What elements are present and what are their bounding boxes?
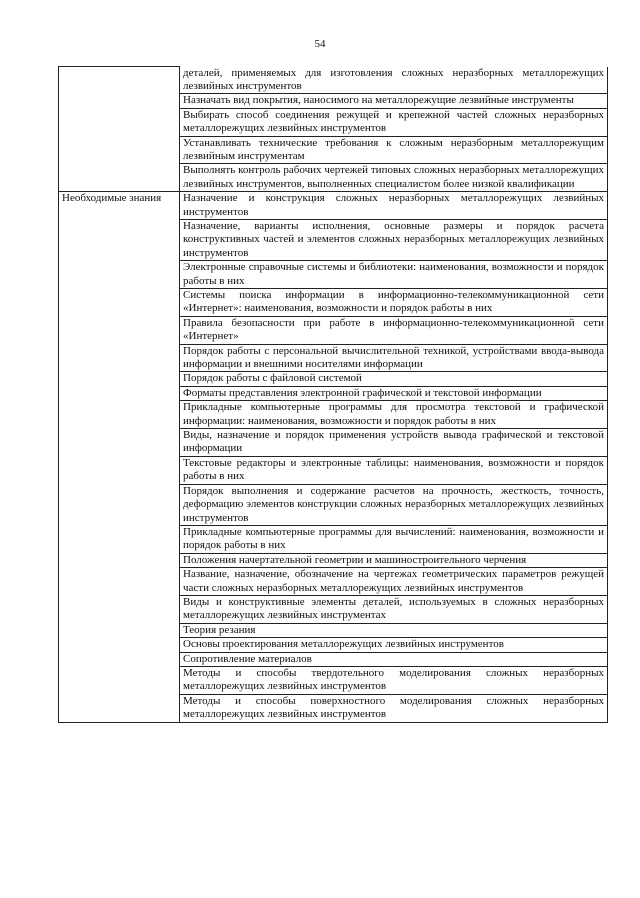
knowledge-item-text: Сопротивление материалов [183,652,312,665]
knowledge-item [180,344,608,372]
knowledge-item-text: Положения начертательной геометрии и машиностроительного черчения [183,553,527,566]
knowledge-item-text: Прикладные компьютерные программы для просмотра текстовой и графической информации: наименования, возможности и порядок работы в них [183,401,604,427]
knowledge-item-text: Методы и способы поверхностного моделирования сложных неразборных металлорежущих лезвийных инструментов [183,694,604,721]
knowledge-item-text: Правила безопасности при работе в информационно-телекоммуникационной сети «Интернет» [183,316,604,343]
knowledge-item [180,568,608,596]
knowledge-item-text: Виды, назначение и порядок применения устройств вывода графической и текстовой информации [183,429,604,455]
skill-item-text: Устанавливать технические требования к сложным неразборным металлорежущим лезвийным инструментам [183,136,604,162]
skill-item [180,164,608,192]
table-row [59,67,608,94]
knowledge-item-text: Методы и способы твердотельного моделирования сложных неразборных металлорежущих лезвийных инструментов [183,666,604,693]
knowledge-item-text: Назначение, варианты исполнения, основные размеры и порядок расчета конструктивных частей и элементов сложных неразборных металлорежущих лезвийных инструментов [183,219,604,259]
skill-item [180,94,608,108]
knowledge-item-text: Электронные справочные системы и библиотеки: наименования, возможности и порядок работы в них [183,261,604,287]
knowledge-item-text: Текстовые редакторы и электронные таблицы: наименования, возможности и порядок работы в них [183,456,604,483]
knowledge-item [180,638,608,652]
knowledge-item-text: Название, назначение, обозначение на чертежах геометрических параметров режущей части сложных неразборных металлорежущих лезвийных инструментов [183,568,604,594]
requirements-table [58,66,608,723]
knowledge-item [180,623,608,637]
knowledge-item [180,401,608,429]
knowledge-item [180,192,608,220]
skill-item [180,67,608,94]
knowledge-item-text: Порядок выполнения и содержание расчетов на прочность, жесткость, точность, деформацию элементов конструкции сложных неразборных металлорежущих лезвийных инструментов [183,484,604,524]
knowledge-item-text: Назначение и конструкция сложных неразборных металлорежущих лезвийных инструментов [183,192,604,218]
knowledge-item-text: Порядок работы с персональной вычислительной техникой, устройствами ввода-вывода информации и внешними носителями информации [183,344,604,371]
knowledge-label-cell [59,192,180,722]
knowledge-item-text: Форматы представления электронной графической и текстовой информации [183,386,542,399]
page-number: 54 [314,38,326,50]
skills-label-cell [59,67,180,192]
skill-item [180,136,608,164]
knowledge-item [180,694,608,722]
knowledge-item [180,595,608,623]
skill-item-text: Назначать вид покрытия, наносимого на металлорежущие лезвийные инструменты [183,94,574,107]
knowledge-item [180,484,608,525]
knowledge-label: Необходимые знания [62,192,162,205]
skill-item-text: Выбирать способ соединения режущей и крепежной частей сложных неразборных металлорежущих лезвийных инструментов [183,108,604,135]
knowledge-item [180,666,608,694]
knowledge-item [180,525,608,553]
knowledge-item [180,429,608,457]
skill-item-text: деталей, применяемых для изготовления сложных неразборных металлорежущих лезвийных инструментов [183,66,604,92]
knowledge-item-text: Виды и конструктивные элементы деталей, используемых в сложных неразборных металлорежущих лезвийных инструментах [183,595,604,622]
knowledge-item-text: Теория резания [183,623,256,636]
knowledge-item [180,372,608,386]
skill-item [180,108,608,136]
knowledge-item [180,219,608,260]
knowledge-item [180,652,608,666]
knowledge-item [180,289,608,317]
knowledge-item [180,456,608,484]
knowledge-item [180,316,608,344]
knowledge-item-text: Основы проектирования металлорежущих лезвийных инструментов [183,638,504,651]
knowledge-item [180,386,608,400]
table-row [59,192,608,220]
knowledge-item-text: Системы поиска информации в информационно-телекоммуникационной сети «Интернет»: наименования, возможности и порядок работы в них [183,289,604,315]
knowledge-item [180,261,608,289]
knowledge-item [180,553,608,567]
knowledge-item-text: Порядок работы с файловой системой [183,372,362,385]
knowledge-item-text: Прикладные компьютерные программы для вычислений: наименования, возможности и порядок работы в них [183,525,604,552]
skill-item-text: Выполнять контроль рабочих чертежей типовых сложных неразборных металлорежущих лезвийных инструментов, выполненных специалистом более низкой квалификации [183,164,604,190]
